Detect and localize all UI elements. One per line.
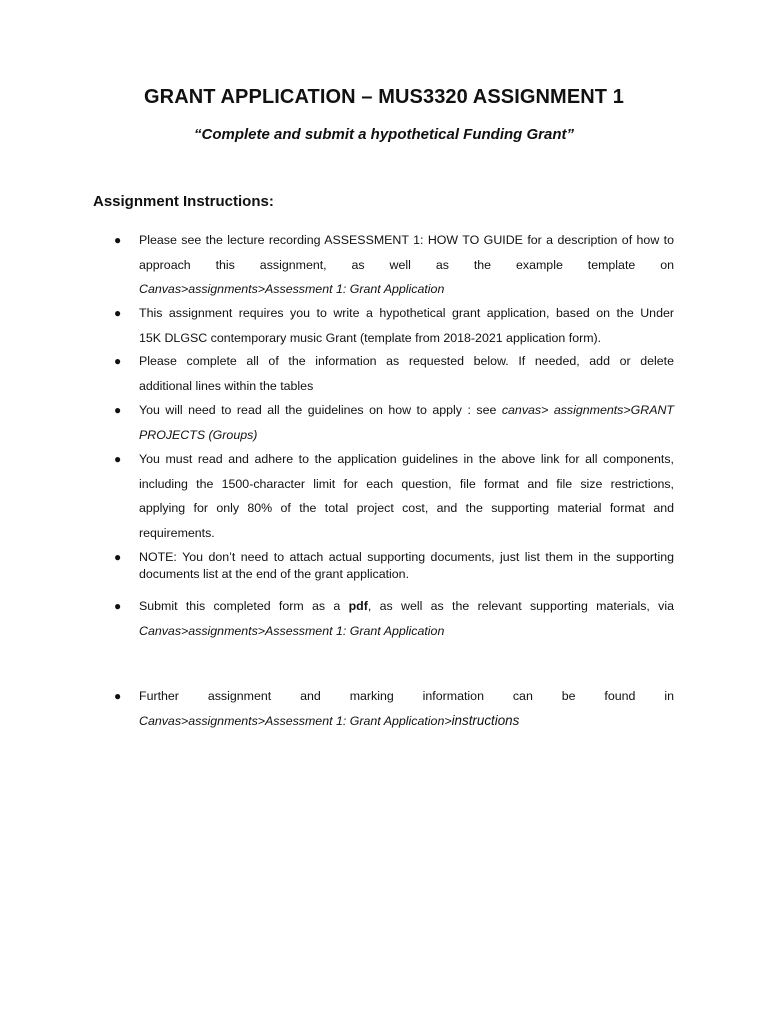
text-segment: Submit this completed form as a [139,599,349,613]
text-line [139,398,674,423]
bullet-icon: ● [114,452,122,466]
list-item-text [139,447,674,545]
text-line [139,594,674,619]
text-line: documents list at the end of the grant application. [139,566,410,581]
text-line: You must read and adhere to the application guidelines in the above link for all components, [139,452,674,466]
text-line: This assignment requires you to write a hypothetical grant application, based on the Under [139,306,674,320]
document-subtitle: “Complete and submit a hypothetical Funding Grant” [193,126,575,143]
text-line: 15K DLGSC contemporary music Grant (template from 2018-2021 application form). [139,330,602,345]
list-item-text [139,549,674,582]
list-item-text [139,398,674,447]
canvas-path-text: PROJECTS (Groups) [139,427,258,442]
bullet-icon: ● [114,354,122,368]
section-heading: Assignment Instructions: [93,193,274,210]
text-line: Further assignment and marking information can be found in [139,689,674,703]
text-line: NOTE: You don’t need to attach actual supporting documents, just list them in the supporting [139,550,674,564]
list-item-text [139,228,674,302]
canvas-path-text: Canvas>assignments>Assessment 1: Grant Application [139,282,445,296]
bullet-icon: ● [114,689,122,703]
list-item-text [139,684,674,733]
pdf-emphasis: pdf [348,599,368,613]
canvas-path-text: canvas> assignments>GRANT [501,403,674,417]
text-segment: , as well as the relevant supporting materials, via [367,599,674,613]
bullet-icon: ● [114,403,122,417]
canvas-path-text: Canvas>assignments>Assessment 1: Grant Application> [139,713,452,728]
bullet-icon: ● [114,233,122,247]
list-item-text [139,301,674,350]
canvas-path-text: Canvas>assignments>Assessment 1: Grant Application [139,623,445,638]
list-item-text [139,349,674,398]
list-item-text [139,594,674,643]
bullet-icon: ● [114,599,122,613]
text-line [139,709,674,734]
text-line: applying for only 80% of the total project cost, and the supporting material format and [139,501,674,515]
bullet-icon: ● [114,306,122,320]
text-line: additional lines within the tables [139,378,314,393]
text-line: Please see the lecture recording ASSESSMENT 1: HOW TO GUIDE for a description of how to [139,233,674,247]
text-line: including the 1500-character limit for each question, file format and file size restrictions, [139,476,674,491]
text-line: requirements. [139,525,215,540]
document-title: GRANT APPLICATION – MUS3320 ASSIGNMENT 1 [144,86,624,108]
instructions-text: instructions [451,712,520,728]
text-line: Please complete all of the information as requested below. If needed, add or delete [139,354,674,368]
bullet-icon: ● [114,550,122,564]
text-line: approach this assignment, as well as the example template on [139,257,674,272]
text-segment: You will need to read all the guidelines on how to apply : see [139,403,502,417]
